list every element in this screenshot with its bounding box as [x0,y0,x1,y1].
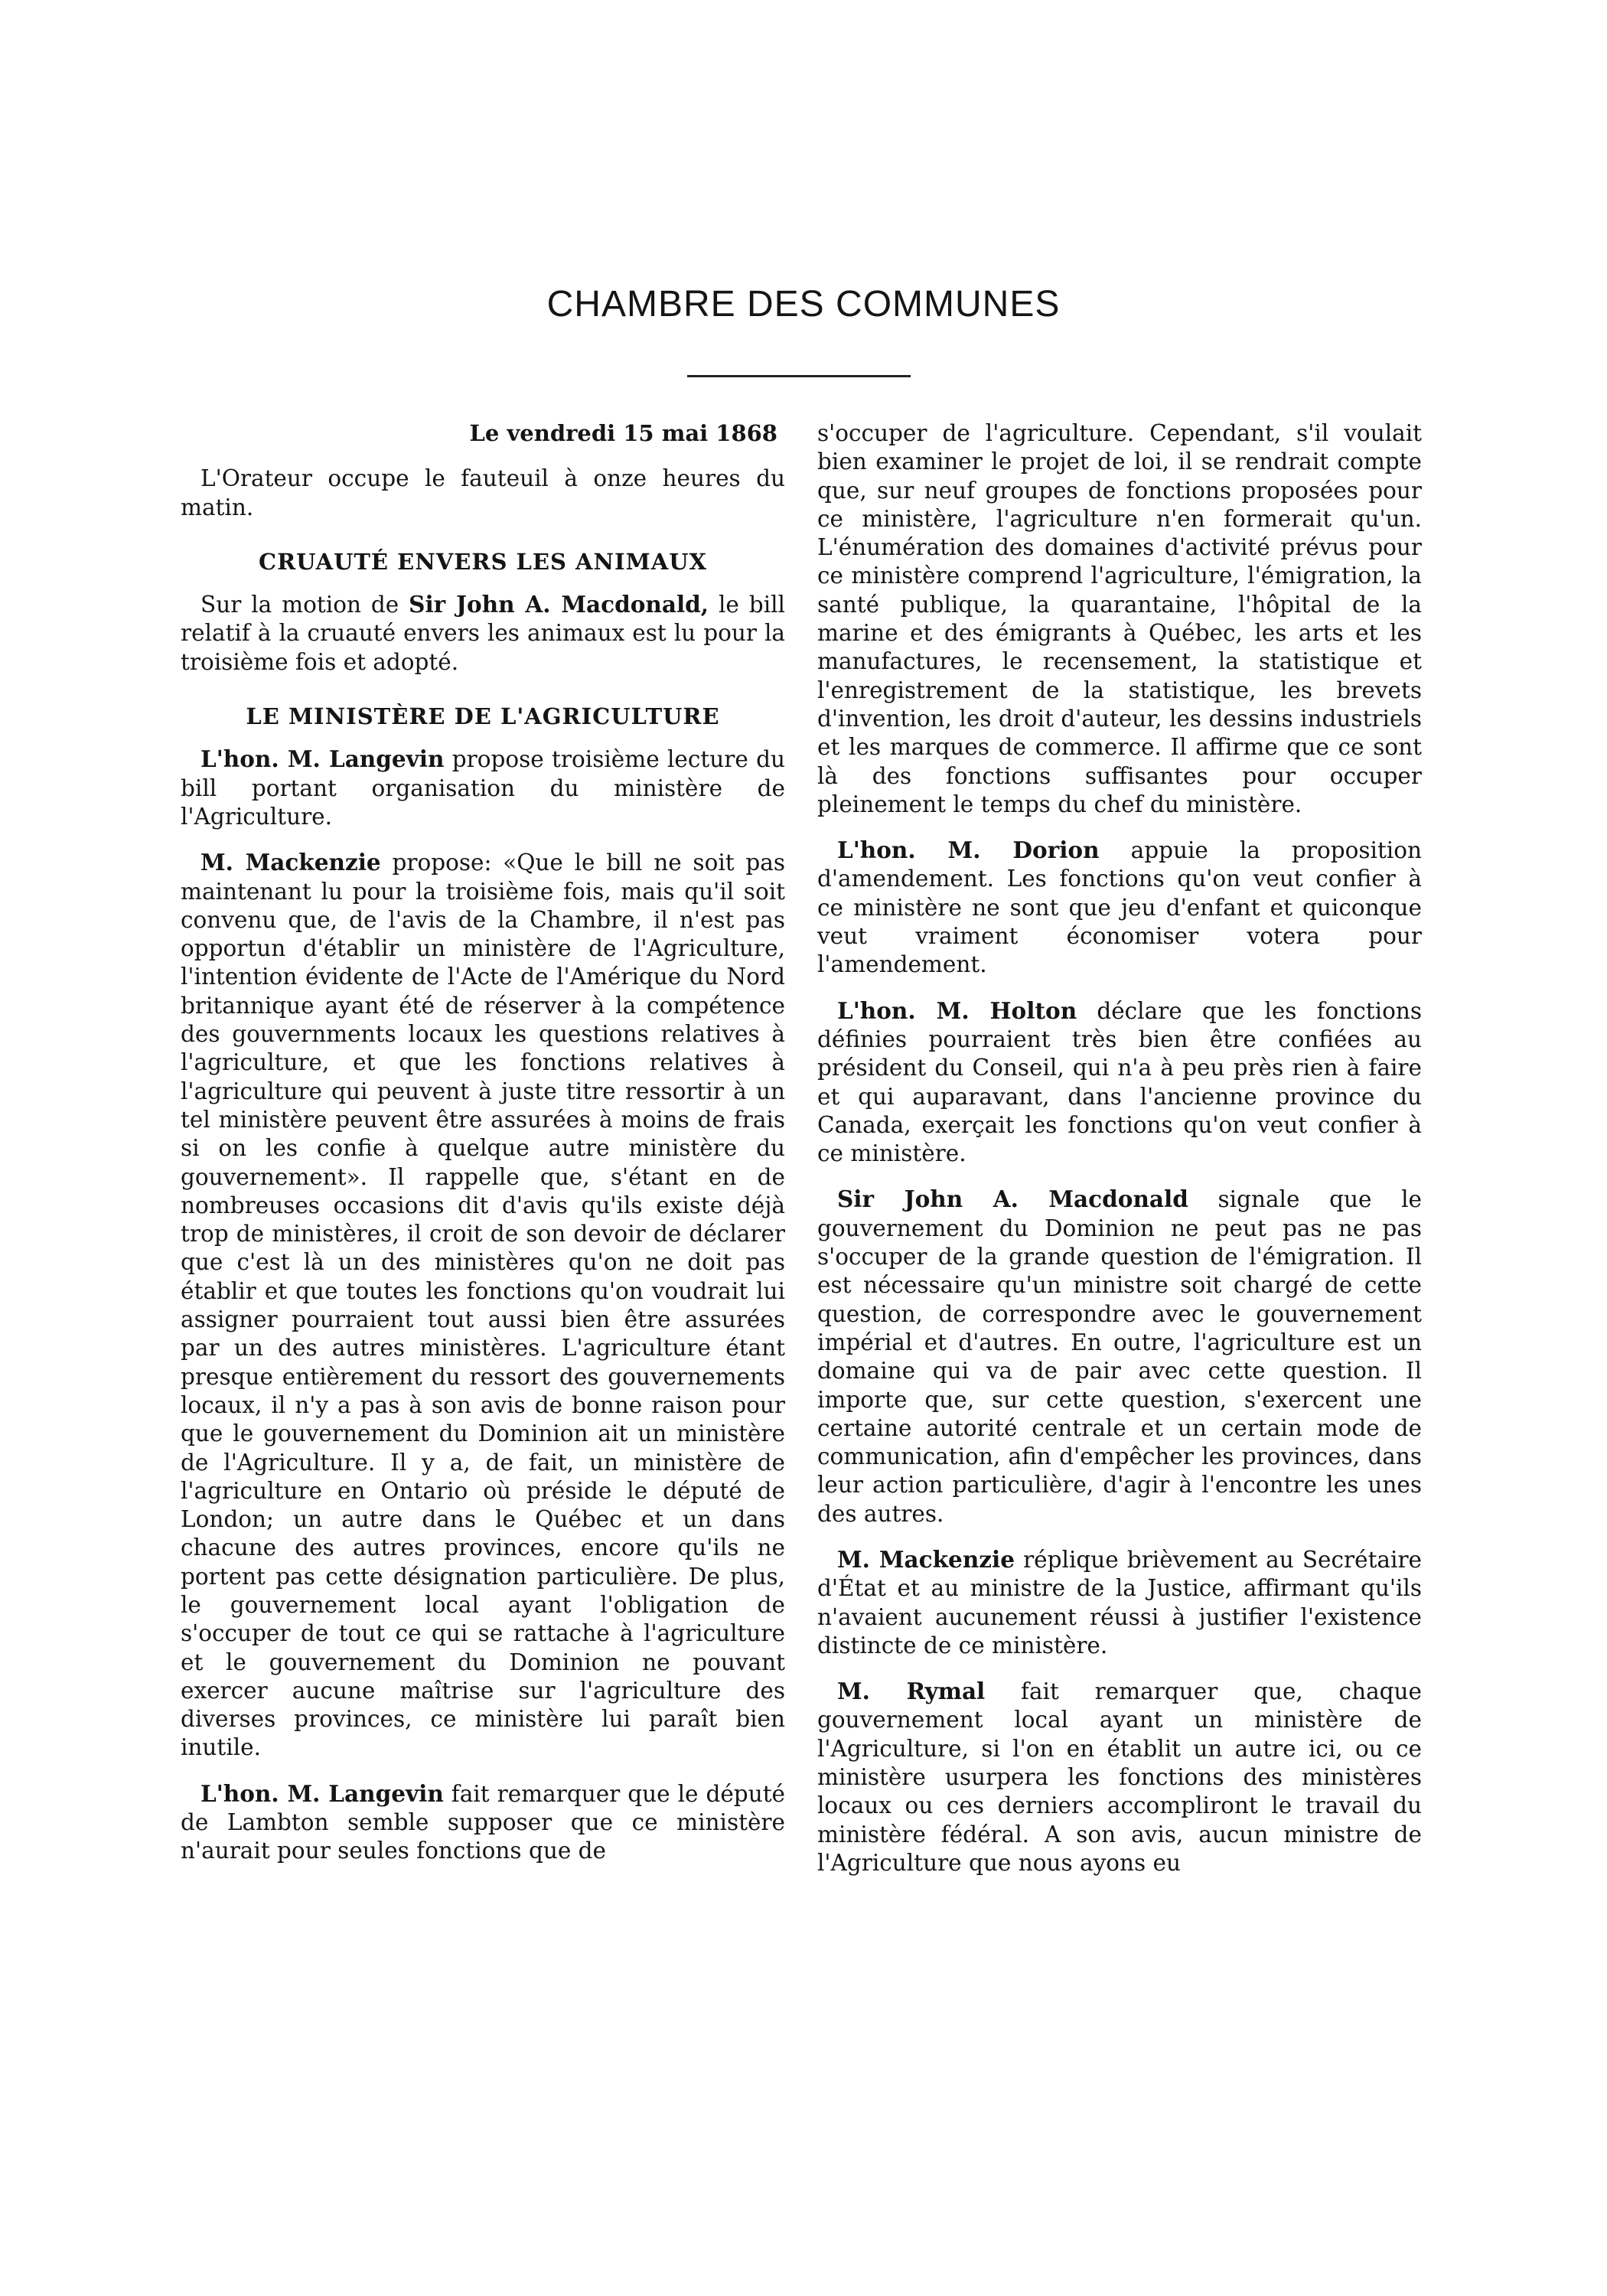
paragraph-prefix: Sur la motion de [200,592,409,618]
paragraph [817,836,1422,979]
paragraph [181,848,785,1763]
paragraph-text: déclare que les fonctions définies pourraient très bien être confiées au président du Conseil, qui n'a à peu près rien à faire et qui auparavant, dans l'ancienne province du Canada, exerçait les fonctions qu'on veut confier à ce ministère. [817,997,1422,1167]
right-column [817,419,1422,1894]
paragraph-text: réplique brièvement au Secrétaire d'État et au ministre de la Justice, affirmant qu'ils n'avaient aucunement réussi à justifier l'existence distincte de ce ministère. [817,1546,1423,1658]
dateline: Le vendredi 15 mai 1868 [469,420,777,446]
speaker-name: Sir John A. Macdonald [837,1186,1188,1213]
paragraph-text: le bill relatif à la cruauté envers les animaux est lu pour la troisième fois et adopté. [181,592,785,675]
paragraph [181,745,785,831]
speaker-name: L'hon. M. Holton [837,996,1077,1024]
opening-paragraph: L'Orateur occupe le fauteuil à onze heures du matin. [181,465,785,520]
title-rule [687,375,911,377]
speaker-name: M. Rymal [837,1678,986,1705]
speaker-name: M. Mackenzie [200,849,381,876]
paragraph [181,1779,785,1866]
continuation-paragraph: s'occuper de l'agriculture. Cependant, s'il voulait bien examiner le projet de loi, il se rendrait compte que, sur neuf groupes de fonctions proposées pour ce ministère, l'agriculture n'en formerait qu'un. L'énumération des domaines d'activité prévus pour ce ministère comprend l'agriculture, l'émigration, la santé publique, la quarantaine, l'hôpital de la marine et des émigrants à Québec, les arts et les manufactures, le recensement, la statistique et l'enregistrement de la statistique, les brevets d'invention, les droit d'auteur, les dessins industriels et les marques de commerce. Il affirme que ce sont là des fonctions suffisantes pour occuper pleinement le temps du chef du ministère. [817,420,1422,817]
paragraph [817,996,1422,1169]
speaker-name: M. Mackenzie [837,1545,1015,1573]
paragraph [817,1677,1422,1877]
paragraph [817,1545,1422,1660]
speaker-name: L'hon. M. Langevin [200,745,445,773]
section-heading-agriculture: LE MINISTÈRE DE L'AGRICULTURE [246,703,720,730]
paragraph-text: propose: «Que le bill ne soit pas maintenant lu pour la troisième fois, mais qu'il soit convenu que, de l'avis de la Chambre, il n'est pas opportun d'établir un ministère de l'Agriculture, l'intention évidente de l'Acte de l'Amérique du Nord britannique ayant été de réserver à la compétence des gouvernments locaux les questions relatives à l'agriculture, et que les fonctions relatives à l'agriculture qui peuvent à juste titre ressortir à un tel ministère peuvent être assurées à moins de frais si on les confie à quelque autre ministère du gouvernement». Il rappelle que, s'étant en de nombreuses occasions dit d'avis qu'ils existe déjà trop de ministères, il croit de son devoir de déclarer que c'est là un des ministères qu'on ne doit pas établir et que toutes les fonctions qu'on voudrait lui assigner pourraient tout aussi bien être assurées par un des autres ministères. L'agriculture étant presque entièrement du ressort des gouvernements locaux, il n'y a pas à son avis de bonne raison pour que le gouvernement du Dominion ait un ministère de l'Agriculture. Il y a, de fait, un ministère de l'agriculture en Ontario où préside le député de London; un autre dans le Québec et un dans chacune des autres provinces, encore qu'ils ne portent pas cette désignation particulière. De plus, le gouvernement local ayant l'obligation de s'occuper de tout ce qui se rattache à l'agriculture et le gouvernement du Dominion ne pouvant exercer aucune maîtrise sur l'agriculture des diverses provinces, ce ministère lui paraît bien inutile. [181,850,785,1761]
paragraph-text: propose troisième lecture du bill portant organisation du ministère de l'Agriculture. [181,746,786,830]
paragraph-text: appuie la proposition d'amendement. Les fonctions qu'on veut confier à ce ministère ne sont que jeu d'enfant et quiconque veut vraiment économiser votera pour l'amendement. [817,837,1422,978]
speaker-name: L'hon. M. Dorion [837,837,1100,864]
speaker-name: Sir John A. Macdonald, [409,591,709,618]
section-heading-cruelty: CRUAUTÉ ENVERS LES ANIMAUX [258,548,707,575]
paragraph [817,1185,1422,1528]
paragraph [181,590,785,677]
speaker-name: L'hon. M. Langevin [200,1779,444,1807]
paragraph-text: fait remarquer que, chaque gouvernement local ayant un ministère de l'Agriculture, si l'on en établit un autre ici, ou ce ministère usurpera les fonctions des ministères locaux ou ces derniers accompliront le travail du ministère fédéral. A son avis, aucun ministre de l'Agriculture que nous ayons eu [817,1678,1423,1876]
page-title: CHAMBRE DES COMMUNES [546,284,1061,325]
left-column [181,419,785,1883]
paragraph-text: signale que le gouvernement du Dominion ne peut pas ne pas s'occuper de la grande question de l'émigration. Il est nécessaire qu'un ministre soit chargé de cette question, de correspondre avec le gouvernement impérial et d'autres. En outre, l'agriculture est un domaine qui va de pair avec cette question. Il importe que, sur cette question, s'exercent une certaine autorité centrale et un certain mode de communication, afin d'empêcher les provinces, dans leur action particulière, d'agir à l'encontre les unes des autres. [817,1186,1422,1527]
paragraph-text: fait remarquer que le député de Lambton semble supposer que ce ministère n'aurait pour seules fonctions que de [181,1780,786,1864]
